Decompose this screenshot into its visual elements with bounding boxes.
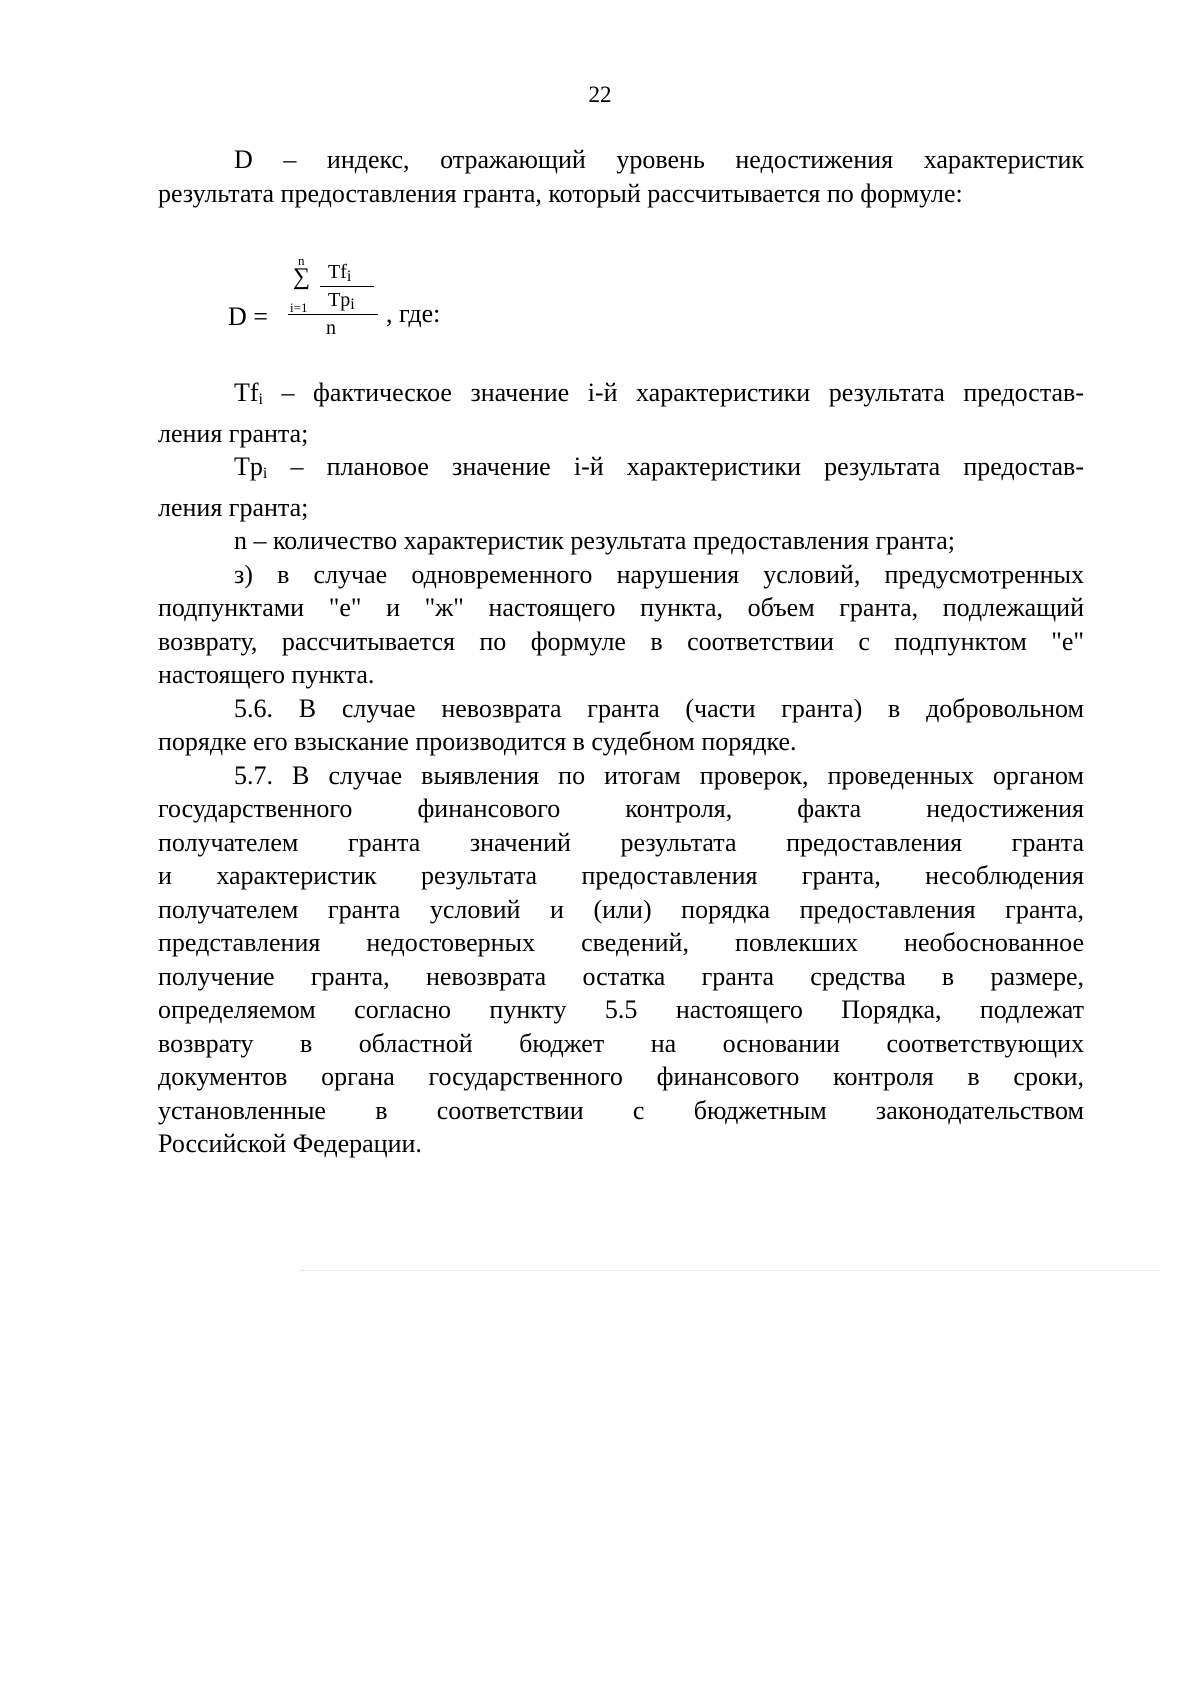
numerator-base: Tf xyxy=(328,261,347,283)
intro-paragraph xyxy=(158,143,1084,210)
tf-subscript: i xyxy=(258,391,263,408)
inner-fraction-bar xyxy=(320,286,374,287)
para-z-line-4: настоящего пункта. xyxy=(158,660,375,689)
body-text xyxy=(158,376,1084,1161)
para-z-line-3: возврату, рассчитывается по формуле в соответствии с подпунктом "е" xyxy=(158,626,1084,656)
formula-d xyxy=(228,255,488,355)
para-z-line-1: з) в случае одновременного нарушения условий, предусмотренных xyxy=(234,559,1084,589)
formula-denominator xyxy=(328,289,355,314)
para-56-line-1: 5.6. В случае невозврата гранта (части гранта) в добровольном xyxy=(234,693,1084,723)
tf-symbol: Tf xyxy=(234,378,259,407)
formula-lhs: D = xyxy=(228,302,268,331)
para-57-line-11: установленные в соответствии с бюджетным законодательством xyxy=(158,1095,1084,1125)
definition-tf-cont: ления гранта; xyxy=(158,418,309,448)
para-57-line-3: получателем гранта значений результата предоставления гранта xyxy=(158,827,1084,857)
sum-symbol: ∑ xyxy=(293,264,311,290)
para-z-line-2: подпунктами "е" и "ж" настоящего пункта, объем гранта, подлежащий xyxy=(158,593,1084,622)
para-57-line-9: возврату в областной бюджет на основании соответствующих xyxy=(158,1028,1084,1058)
para-57-line-7: получение гранта, невозврата остатка гранта средства в размере, xyxy=(158,961,1084,991)
formula-suffix: , где: xyxy=(386,299,441,328)
para-57-line-5: получателем гранта условий и (или) порядка предоставления гранта, xyxy=(158,894,1084,924)
para-57-line-10: документов органа государственного финансового контроля в сроки, xyxy=(158,1062,1084,1091)
main-fraction-bar xyxy=(288,314,378,315)
definition-tp-cont: ления гранта; xyxy=(158,492,309,522)
para-57-line-4: и характеристик результата предоставления гранта, несоблюдения xyxy=(158,861,1084,890)
numerator-subscript: i xyxy=(346,268,352,285)
para-57-line-8: определяемом согласно пункту 5.5 настоящего Порядка, подлежат xyxy=(158,995,1084,1024)
page-number: 22 xyxy=(588,82,612,107)
formula-numerator xyxy=(328,261,351,286)
tp-symbol: Tp xyxy=(234,452,263,481)
definition-tp xyxy=(158,450,1084,491)
tf-text: – фактическое значение i-й характеристики результата предостав- xyxy=(263,378,1084,407)
tp-text: – плановое значение i-й характеристики результата предостав- xyxy=(267,452,1084,481)
definition-n: n – количество характеристик результата предоставления гранта; xyxy=(234,526,956,555)
definition-tf xyxy=(158,376,1084,417)
para-56-line-2: порядке его взыскание производится в судебном порядке. xyxy=(158,727,797,756)
denominator-base: Tp xyxy=(328,289,351,311)
sum-upper-limit: n xyxy=(298,253,305,268)
tp-subscript: i xyxy=(262,465,268,482)
scan-artifact-line xyxy=(300,1270,1160,1273)
formula-divisor: n xyxy=(326,317,336,339)
intro-line-2: результата предоставления гранта, который рассчитывается по формуле: xyxy=(158,178,963,208)
para-57-line-2: государственного финансового контроля, факта недостижения xyxy=(158,794,1084,823)
intro-line-1: D – индекс, отражающий уровень недостижения характеристик xyxy=(234,145,1084,174)
para-57-line-6: представления недостоверных сведений, повлекших необоснованное xyxy=(158,928,1084,957)
para-57-line-1: 5.7. В случае выявления по итогам проверок, проведенных органом xyxy=(234,760,1084,790)
sum-lower-limit: i=1 xyxy=(290,300,308,315)
denominator-subscript: i xyxy=(350,296,355,313)
para-57-line-12: Российской Федерации. xyxy=(158,1129,422,1158)
